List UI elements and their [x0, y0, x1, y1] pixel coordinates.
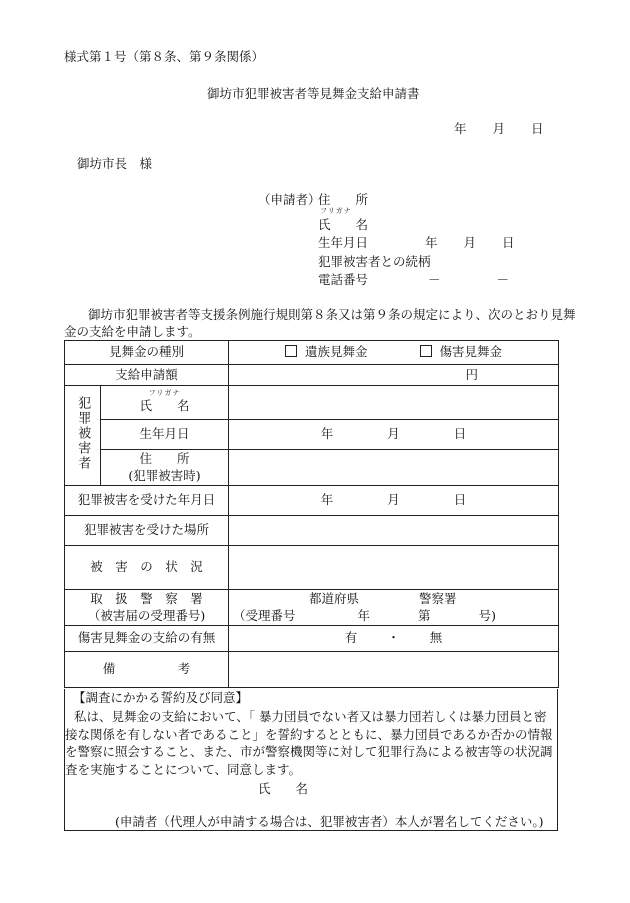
victim-furigana: フリガナ — [148, 389, 181, 398]
police-label-text: 取 扱 警 察 署 — [90, 590, 203, 606]
amount-unit: 円 — [465, 366, 479, 382]
applicant-label: （申請者） — [258, 192, 321, 207]
damage-label: 被 害 の 状 況 — [65, 546, 229, 590]
remarks-field[interactable] — [229, 652, 559, 688]
victim-name-field[interactable] — [229, 386, 559, 420]
applicant-furigana: フリガナ — [320, 207, 352, 215]
prefecture-label: 都道府県 — [309, 590, 360, 606]
applicant-birthdate-label: 生年月日 — [318, 235, 369, 250]
damage-field[interactable] — [229, 546, 559, 590]
crime-place-field[interactable] — [229, 516, 559, 546]
amount-field[interactable] — [229, 365, 559, 386]
injury-no[interactable]: 無 — [429, 630, 443, 646]
injury-label: 傷害見舞金の支給の有無 — [65, 626, 229, 652]
victim-address-label — [101, 450, 229, 486]
type-options — [229, 341, 559, 365]
applicant-birth-day: 日 — [502, 235, 515, 250]
crime-place-label: 犯罪被害を受けた場所 — [65, 516, 229, 546]
option-injury[interactable] — [420, 344, 503, 359]
date-year: 年 — [454, 121, 467, 136]
consent-line-3: を警察に照会すること、また、市が警察機関等に対して犯罪行為による被害等の状況調 — [65, 744, 553, 759]
form-number: 様式第１号（第８条、第９条関係） — [64, 49, 265, 64]
consent-note: (申請者（代理人が申請する場合は、犯罪被害者）本人が署名してください。) — [115, 814, 544, 829]
consent-section — [64, 689, 558, 831]
application-table — [64, 340, 559, 688]
injury-dot: ・ — [387, 630, 400, 646]
police-field[interactable] — [229, 590, 559, 626]
consent-signature[interactable]: 氏 名 — [258, 781, 309, 796]
amount-label: 支給申請額 — [65, 365, 229, 386]
victim-birth-day: 日 — [453, 426, 467, 442]
consent-line-4: 査を実施することについて、同意します。 — [65, 762, 302, 777]
date-day: 日 — [531, 121, 544, 136]
injury-field[interactable] — [229, 626, 559, 652]
crime-date-label: 犯罪被害を受けた年月日 — [65, 486, 229, 516]
applicant-phone-label: 電話番号 — [318, 272, 369, 287]
option-bereaved-label: 遺族見舞金 — [305, 344, 368, 360]
police-label — [65, 590, 229, 626]
intro-line-1: 御坊市犯罪被害者等支援条例施行規則第８条又は第９条の規定により、次のとおり見舞 — [88, 307, 576, 322]
consent-line-1: 私は、見舞金の支給において、「 暴力団員でない者又は暴力団若しくは暴力団員と密 — [74, 709, 547, 724]
submission-date[interactable] — [454, 123, 544, 136]
remarks-label: 備 考 — [65, 652, 229, 688]
victim-address-text: 住 所 — [139, 450, 190, 466]
addressee: 御坊市長 様 — [77, 156, 153, 171]
applicant-birth-year: 年 — [425, 235, 438, 250]
police-sub-text: （被害届の受理番号) — [87, 607, 206, 623]
victim-birth-year: 年 — [320, 426, 334, 442]
crime-year: 年 — [320, 492, 334, 508]
consent-heading: 【調査にかかる誓約及び同意】 — [73, 690, 249, 705]
receipt-close: 号) — [478, 607, 496, 623]
option-injury-label: 傷害見舞金 — [439, 344, 503, 360]
phone-dash-1: － — [428, 272, 441, 287]
applicant-relation[interactable]: 犯罪被害者との続柄 — [318, 254, 431, 269]
applicant-name[interactable]: 氏 名 — [318, 217, 369, 232]
page-title: 御坊市犯罪被害者等見舞金支給申請書 — [207, 86, 420, 101]
victim-birth-field[interactable] — [229, 420, 559, 450]
crime-month: 月 — [387, 492, 400, 508]
receipt-year: 年 — [357, 607, 371, 623]
police-station-label: 警察署 — [419, 590, 457, 606]
intro-line-2: 金の支給を申請します。 — [64, 324, 201, 339]
applicant-birth-month: 月 — [463, 235, 477, 250]
victim-header — [65, 386, 101, 486]
victim-birth-month: 月 — [387, 426, 400, 442]
receipt-no: 第 — [418, 607, 431, 623]
victim-address-field[interactable] — [229, 450, 559, 486]
applicant-phone[interactable] — [318, 274, 509, 287]
phone-dash-2: － — [496, 272, 510, 287]
option-bereaved[interactable] — [285, 344, 368, 359]
victim-name-text: 氏 名 — [139, 397, 190, 413]
receipt-open: （受理番号 — [233, 607, 296, 623]
victim-header-text: 犯罪被害者 — [75, 395, 91, 471]
checkbox-icon — [420, 345, 432, 357]
victim-name-label — [101, 386, 229, 420]
applicant-address[interactable]: 住 所 — [318, 192, 369, 207]
victim-birth-label: 生年月日 — [101, 420, 229, 450]
type-label: 見舞金の種別 — [65, 341, 229, 365]
consent-line-2: 接な関係を有しない者であること」を誓約するとともに、暴力団員であるか否かの情報 — [65, 727, 553, 742]
injury-yes[interactable]: 有 — [344, 630, 358, 646]
checkbox-icon — [285, 345, 297, 357]
crime-day: 日 — [453, 492, 467, 508]
victim-address-note: (犯罪被害時) — [128, 467, 201, 483]
date-month: 月 — [492, 121, 506, 136]
crime-date-field[interactable] — [229, 486, 559, 516]
applicant-birthdate[interactable] — [318, 237, 515, 250]
